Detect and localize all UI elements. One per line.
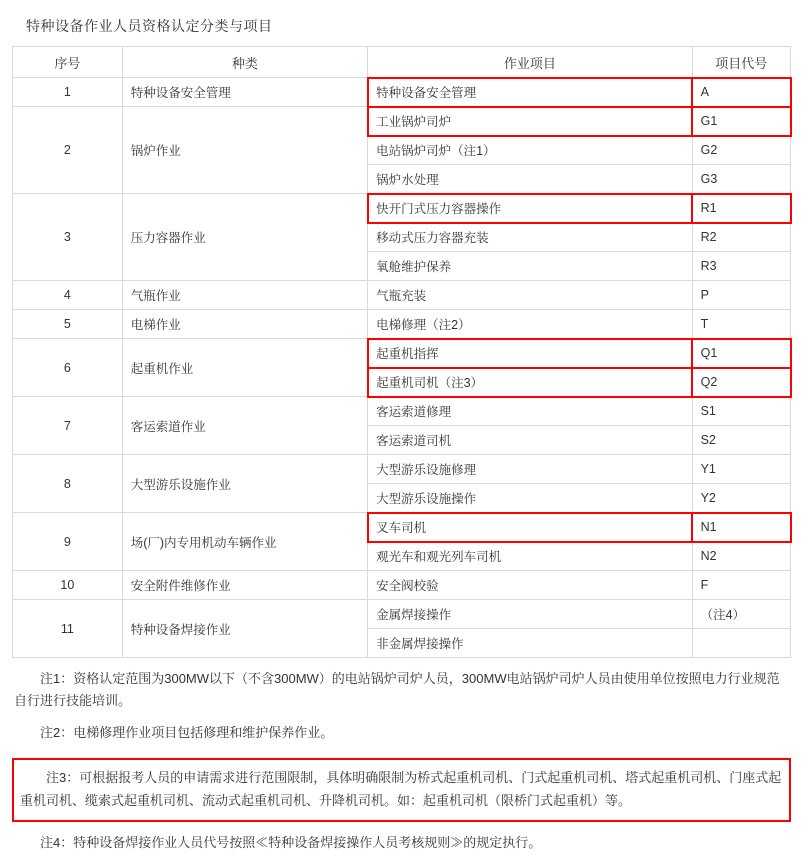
table-row: [13, 339, 791, 368]
cell-item: 金属焊接操作: [368, 600, 693, 629]
note-2: [12, 722, 791, 744]
table-row: [13, 513, 791, 542]
cell-item: 电站锅炉司炉（注1）: [368, 136, 693, 165]
cell-no: 4: [13, 281, 123, 310]
cell-code: F: [692, 571, 790, 600]
table-row: [13, 397, 791, 426]
cell-item: 安全阀校验: [368, 571, 693, 600]
cell-item: 起重机指挥: [368, 339, 693, 368]
table-header: [13, 47, 791, 78]
notes-section: [12, 668, 791, 854]
cell-kind: 锅炉作业: [122, 107, 367, 194]
cell-item: 起重机司机（注3）: [368, 368, 693, 397]
table-header-row: [13, 47, 791, 78]
cell-item: 特种设备安全管理: [368, 78, 693, 107]
cell-item: 氧舱维护保养: [368, 252, 693, 281]
cell-no: 1: [13, 78, 123, 107]
cell-item: 客运索道修理: [368, 397, 693, 426]
cell-code: R2: [692, 223, 790, 252]
table-body: [13, 78, 791, 658]
cell-no: 7: [13, 397, 123, 455]
column-header-code: 项目代号: [692, 47, 790, 78]
cell-code: P: [692, 281, 790, 310]
table-row: [13, 600, 791, 629]
column-header-item: 作业项目: [368, 47, 693, 78]
cell-kind: 电梯作业: [122, 310, 367, 339]
cell-item: 大型游乐设施操作: [368, 484, 693, 513]
cell-item: 气瓶充装: [368, 281, 693, 310]
cell-no: 9: [13, 513, 123, 571]
qualification-table: [12, 46, 791, 658]
cell-kind: 特种设备焊接作业: [122, 600, 367, 658]
cell-no: 3: [13, 194, 123, 281]
cell-code: Y2: [692, 484, 790, 513]
cell-item: 移动式压力容器充装: [368, 223, 693, 252]
cell-code: G2: [692, 136, 790, 165]
note-text: 注1：资格认定范围为300MW以下（不含300MW）的电站锅炉司炉人员，300MW电站锅炉司炉人员由使用单位按照电力行业规范自行进行技能培训。: [14, 671, 780, 708]
table-row: [13, 194, 791, 223]
cell-item: 叉车司机: [368, 513, 693, 542]
cell-code: S1: [692, 397, 790, 426]
cell-no: 5: [13, 310, 123, 339]
table-row: [13, 571, 791, 600]
cell-item: 观光车和观光列车司机: [368, 542, 693, 571]
cell-kind: 起重机作业: [122, 339, 367, 397]
cell-item: 客运索道司机: [368, 426, 693, 455]
page-title: 特种设备作业人员资格认定分类与项目: [26, 18, 273, 34]
column-header-kind: 种类: [122, 47, 367, 78]
cell-kind: 客运索道作业: [122, 397, 367, 455]
note-text: 注2：电梯修理作业项目包括修理和维护保养作业。: [40, 725, 334, 740]
cell-item: 快开门式压力容器操作: [368, 194, 693, 223]
cell-kind: 场(厂)内专用机动车辆作业: [122, 513, 367, 571]
cell-code: [692, 629, 790, 658]
cell-kind: 大型游乐设施作业: [122, 455, 367, 513]
cell-code: A: [692, 78, 790, 107]
table-row: [13, 281, 791, 310]
cell-code: Q2: [692, 368, 790, 397]
cell-code: Q1: [692, 339, 790, 368]
cell-code: G3: [692, 165, 790, 194]
cell-kind: 安全附件维修作业: [122, 571, 367, 600]
note-text: 注3：可根据报考人员的申请需求进行范围限制，具体明确限制为桥式起重机司机、门式起重机司机、塔式起重机司机、门座式起重机司机、缆索式起重机司机、流动式起重机司机、升降机司机。如：起重机司机（限桥门式起重机）等。: [20, 770, 782, 808]
cell-code: N1: [692, 513, 790, 542]
cell-no: 11: [13, 600, 123, 658]
cell-code: T: [692, 310, 790, 339]
cell-no: 10: [13, 571, 123, 600]
note-4: [12, 832, 791, 854]
cell-kind: 特种设备安全管理: [122, 78, 367, 107]
note-text: 注4：特种设备焊接作业人员代号按照≪特种设备焊接操作人员考核规则≫的规定执行。: [40, 835, 542, 850]
cell-code: N2: [692, 542, 790, 571]
table-row: [13, 455, 791, 484]
cell-item: 工业锅炉司炉: [368, 107, 693, 136]
cell-no: 8: [13, 455, 123, 513]
cell-no: 2: [13, 107, 123, 194]
cell-code: G1: [692, 107, 790, 136]
cell-item: 锅炉水处理: [368, 165, 693, 194]
cell-code: R3: [692, 252, 790, 281]
table-row: [13, 107, 791, 136]
cell-no: 6: [13, 339, 123, 397]
table-row: [13, 310, 791, 339]
cell-code: （注4）: [692, 600, 790, 629]
note-3: [12, 758, 791, 822]
column-header-no: 序号: [13, 47, 123, 78]
cell-code: R1: [692, 194, 790, 223]
cell-item: 电梯修理（注2）: [368, 310, 693, 339]
cell-code: S2: [692, 426, 790, 455]
cell-kind: 气瓶作业: [122, 281, 367, 310]
note-1: [12, 668, 791, 712]
cell-kind: 压力容器作业: [122, 194, 367, 281]
table-row: [13, 78, 791, 107]
cell-code: Y1: [692, 455, 790, 484]
cell-item: 非金属焊接操作: [368, 629, 693, 658]
cell-item: 大型游乐设施修理: [368, 455, 693, 484]
